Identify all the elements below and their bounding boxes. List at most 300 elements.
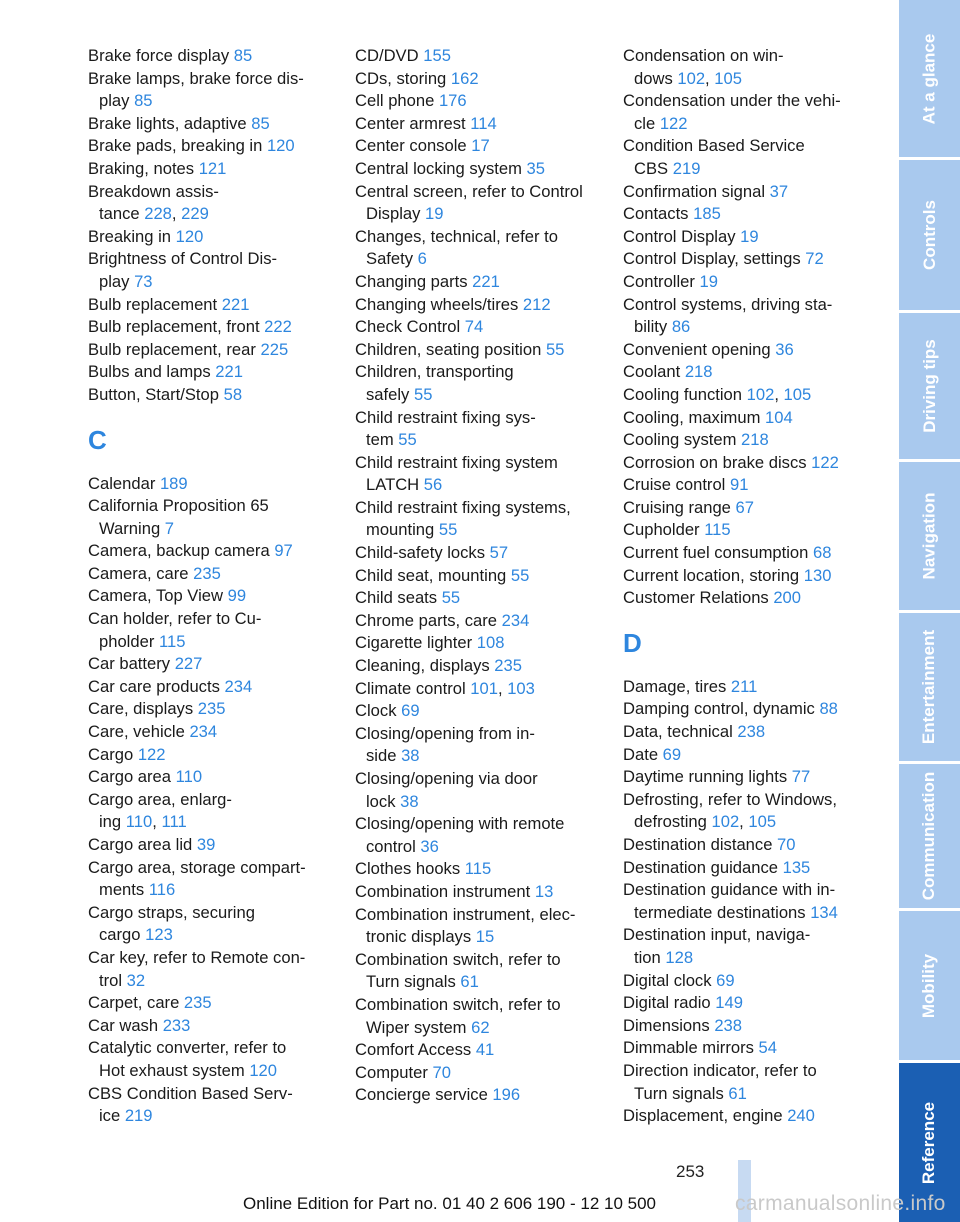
page-link[interactable]: 73 <box>134 271 153 291</box>
page-link[interactable]: 162 <box>450 68 479 88</box>
page-link[interactable]: 15 <box>475 927 495 947</box>
entry-text: Combination switch, refer to <box>355 994 561 1014</box>
page-link[interactable]: 219 <box>124 1106 153 1126</box>
page-link[interactable]: 70 <box>432 1062 451 1082</box>
page-link[interactable]: 38 <box>401 746 420 766</box>
index-entry <box>88 947 338 992</box>
entry-text: dows <box>634 68 678 88</box>
page-link[interactable]: 111 <box>161 812 187 832</box>
entry-text: Combination instrument <box>355 881 535 901</box>
page-link[interactable]: 200 <box>773 588 802 608</box>
page-link[interactable]: 235 <box>193 563 221 583</box>
chapter-tab-label: Navigation <box>919 492 939 580</box>
page-link[interactable]: 85 <box>251 113 270 133</box>
chapter-tab-label: Reference <box>919 1101 939 1184</box>
chapter-tab-label: Mobility <box>919 953 939 1018</box>
entry-text: cle <box>634 113 660 133</box>
page-link[interactable]: 116 <box>148 880 176 900</box>
footer-edition-text: Online Edition for Part no. 01 40 2 606 190 - 12 10 500 <box>242 1194 656 1213</box>
page-link[interactable]: 104 <box>765 407 793 427</box>
entry-text: CBS Condition Based Serv- <box>88 1083 293 1103</box>
index-entry <box>88 384 338 407</box>
page-link[interactable]: 176 <box>438 91 467 111</box>
index-column-3 <box>623 45 873 1128</box>
entry-text: Bulb replacement <box>88 294 222 314</box>
entry-text: Car key, refer to Remote con- <box>88 947 306 967</box>
entry-text: Child restraint fixing system <box>355 452 558 472</box>
index-entry <box>623 1015 873 1038</box>
page-link[interactable]: 115 <box>158 631 186 651</box>
entry-text: Button, Start/Stop <box>88 384 224 404</box>
chapter-tab-label: Entertainment <box>919 629 939 745</box>
entry-text: bility <box>634 317 672 337</box>
entry-text: Damping control, dynamic <box>623 699 820 719</box>
index-entry <box>623 676 873 699</box>
entry-text: Changes, technical, refer to <box>355 226 558 246</box>
page-link[interactable]: 102 <box>677 68 706 88</box>
page-link[interactable]: 120 <box>249 1060 278 1080</box>
entry-text: Hot exhaust system <box>99 1060 250 1080</box>
entry-text: Cruise control <box>623 475 730 495</box>
page-link[interactable]: 68 <box>813 543 832 563</box>
chapter-tab-label: Driving tips <box>919 339 939 433</box>
page-link[interactable]: 69 <box>716 970 735 990</box>
index-entry <box>355 316 605 339</box>
page-link[interactable]: 105 <box>748 812 777 832</box>
page-link[interactable]: 55 <box>441 588 461 608</box>
entry-text: play <box>99 91 135 111</box>
page-link[interactable]: 120 <box>266 136 295 156</box>
entry-text: Car wash <box>88 1015 163 1035</box>
page-link[interactable]: 55 <box>510 565 530 585</box>
page-link[interactable]: 58 <box>223 384 243 404</box>
index-entry <box>88 248 338 293</box>
page-link[interactable]: 229 <box>181 204 209 224</box>
index-entry <box>355 813 605 858</box>
entry-text: Turn signals <box>366 972 461 992</box>
entry-text: tance <box>99 204 145 224</box>
index-entry <box>355 881 605 904</box>
index-entry <box>88 676 338 699</box>
page-link[interactable]: 102 <box>746 384 775 404</box>
entry-text: ice <box>99 1106 125 1126</box>
page-link[interactable]: 122 <box>811 452 839 472</box>
entry-text: Central locking system <box>355 158 527 178</box>
page-link[interactable]: 189 <box>159 473 188 493</box>
entry-text: Control Display, settings <box>623 249 806 269</box>
page-number: 253 <box>676 1162 705 1181</box>
page-link[interactable]: 19 <box>699 271 719 291</box>
entry-text: Condensation under the vehi- <box>623 91 841 111</box>
index-entry <box>623 474 873 497</box>
entry-text: California Proposition 65 <box>88 496 269 516</box>
entry-text: Cargo area, enlarg- <box>88 789 232 809</box>
page-link[interactable]: 149 <box>715 993 743 1013</box>
page-link[interactable]: 32 <box>126 970 146 990</box>
index-entry <box>355 858 605 881</box>
index-entry <box>355 45 605 68</box>
page-link[interactable]: 105 <box>714 68 742 88</box>
entry-text: Children, seating position <box>355 339 546 359</box>
entry-text: Changing parts <box>355 271 473 291</box>
page-link[interactable]: 121 <box>198 158 227 178</box>
entry-text: Child-safety locks <box>355 543 490 563</box>
entry-text: Cargo area <box>88 767 176 787</box>
entry-text: Condensation on win- <box>623 46 784 65</box>
index-entry <box>355 226 605 271</box>
page-link[interactable]: 114 <box>470 113 497 133</box>
entry-text: tion <box>634 947 666 967</box>
index-entry: Condensation on win- dows 102, 105 <box>623 46 784 88</box>
index-entry <box>623 698 873 721</box>
entry-text: Contacts <box>623 204 694 224</box>
page-link[interactable]: 120 <box>175 226 204 246</box>
page-link[interactable]: 37 <box>769 181 789 201</box>
page-link[interactable]: 7 <box>164 518 175 538</box>
page-link[interactable]: 77 <box>791 767 811 787</box>
entry-text: play <box>99 271 135 291</box>
index-entry <box>355 135 605 158</box>
page-link[interactable]: 6 <box>417 249 427 269</box>
index-entry <box>88 1037 338 1082</box>
index-entry <box>355 497 605 542</box>
entry-text: Center console <box>355 136 472 156</box>
page-link[interactable]: 108 <box>476 633 505 653</box>
page-link[interactable]: 85 <box>233 46 253 65</box>
page-link[interactable]: 86 <box>671 317 691 337</box>
entry-text: Cell phone <box>355 91 439 111</box>
page-link[interactable]: 67 <box>735 497 754 517</box>
entry-text: Care, vehicle <box>88 722 190 742</box>
entry-text: Care, displays <box>88 699 198 719</box>
page-link[interactable]: 228 <box>144 204 172 224</box>
entry-text: Comfort Access <box>355 1040 476 1060</box>
index-entry: Cargo area, enlarg- ing 110, 111 <box>88 789 232 832</box>
page-link[interactable]: 70 <box>777 835 796 854</box>
page-link[interactable]: 72 <box>805 249 824 269</box>
entry-text: Cargo area lid <box>88 835 197 854</box>
page-link[interactable]: 55 <box>398 430 417 450</box>
page-link[interactable]: 218 <box>741 430 769 450</box>
section-letter: C <box>88 424 107 455</box>
page-link[interactable]: 57 <box>489 543 509 563</box>
index-entry <box>355 271 605 294</box>
entry-text: Convenient opening <box>623 339 776 359</box>
entry-text: side <box>366 746 402 766</box>
chapter-tab-at-a-glance[interactable] <box>899 0 960 157</box>
page-link[interactable]: 128 <box>665 947 694 967</box>
page-link[interactable]: 227 <box>174 654 203 674</box>
index-entry <box>623 879 873 924</box>
page-link[interactable]: 134 <box>810 902 838 922</box>
page-link[interactable]: 91 <box>729 475 749 495</box>
index-entry <box>88 540 338 563</box>
index-entry <box>623 587 873 610</box>
entry-text: Brightness of Control Dis- <box>88 249 278 269</box>
section-letter: D <box>623 627 642 658</box>
entry-text: Center armrest <box>355 113 471 133</box>
page-link[interactable]: 102 <box>711 812 740 832</box>
page-link[interactable]: 97 <box>274 541 293 561</box>
entry-text: Child seats <box>355 588 442 608</box>
entry-text: Destination guidance <box>623 857 783 877</box>
chapter-tab-mobility[interactable] <box>899 911 960 1060</box>
page-link[interactable]: 235 <box>183 993 212 1013</box>
entry-text: Cooling, maximum <box>623 407 766 427</box>
page-link[interactable]: 222 <box>264 317 292 337</box>
page-link[interactable]: 135 <box>782 857 811 877</box>
page-link[interactable]: 130 <box>803 565 832 585</box>
entry-text: Condition Based Service <box>623 136 805 156</box>
entry-text: Breakdown assis- <box>88 181 219 201</box>
page-link[interactable]: 221 <box>472 271 500 291</box>
page-link[interactable]: 122 <box>659 113 688 133</box>
index-entry <box>355 113 605 136</box>
chapter-tab-entertainment[interactable] <box>899 613 960 761</box>
index-entry <box>623 1060 873 1105</box>
index-entry <box>88 834 338 857</box>
page-link[interactable]: 36 <box>775 339 794 359</box>
entry-text: LATCH <box>366 475 424 495</box>
entry-text: Camera, backup camera <box>88 541 275 561</box>
page-link[interactable]: 62 <box>471 1017 490 1037</box>
entry-text: lock <box>366 791 401 811</box>
page-link[interactable]: 218 <box>684 362 713 382</box>
page-link[interactable]: 185 <box>693 204 721 224</box>
page-link[interactable]: 122 <box>137 744 166 764</box>
page-link[interactable]: 234 <box>189 722 218 742</box>
entry-text: Brake pads, breaking in <box>88 136 267 156</box>
entry-text: pholder <box>99 631 159 651</box>
index-entry <box>623 519 873 542</box>
chapter-tab-navigation[interactable] <box>899 462 960 610</box>
entry-text: Computer <box>355 1062 433 1082</box>
page-link[interactable]: 38 <box>400 791 419 811</box>
entry-text: control <box>366 836 421 856</box>
entry-text: Destination guidance with in- <box>623 880 836 900</box>
page-link[interactable]: 36 <box>420 836 439 856</box>
index-entry <box>623 407 873 430</box>
entry-text: Closing/opening from in- <box>355 723 535 743</box>
index-entry <box>88 744 338 767</box>
index-entry <box>355 632 605 655</box>
entry-text: Climate control <box>355 678 471 698</box>
entry-text: Control systems, driving sta- <box>623 294 833 314</box>
index-entry <box>355 452 605 497</box>
entry-text: Turn signals <box>634 1083 729 1103</box>
entry-text: Corrosion on brake discs <box>623 452 812 472</box>
entry-text: Catalytic converter, refer to <box>88 1038 287 1058</box>
entry-text: CBS <box>634 158 673 178</box>
index-entry <box>88 226 338 249</box>
page-link[interactable]: 115 <box>704 520 731 540</box>
entry-text: Chrome parts, care <box>355 610 502 630</box>
page-link[interactable]: 55 <box>545 339 565 359</box>
chapter-tabs-sidebar <box>899 0 960 1222</box>
page-link[interactable]: 19 <box>425 204 444 224</box>
entry-text: Closing/opening with remote <box>355 814 565 834</box>
page-link[interactable]: 196 <box>492 1085 521 1105</box>
index-entry <box>623 721 873 744</box>
entry-text: Cooling function <box>623 384 747 404</box>
page-link[interactable]: 219 <box>672 158 701 178</box>
entry-text: Car care products <box>88 676 225 696</box>
entry-text: ing <box>99 812 126 832</box>
page-link[interactable]: 69 <box>662 744 682 764</box>
index-entry <box>88 361 338 384</box>
index-entry <box>623 565 873 588</box>
page-link[interactable]: 39 <box>196 835 216 854</box>
entry-text: Car battery <box>88 654 175 674</box>
index-entry <box>623 766 873 789</box>
index-entry <box>623 924 873 969</box>
entry-text: Data, technical <box>623 722 738 742</box>
index-entry <box>623 857 873 880</box>
entry-text: Cargo straps, securing <box>88 902 255 922</box>
index-entry <box>623 1037 873 1060</box>
index-entry <box>355 1084 605 1107</box>
entry-text: Customer Relations <box>623 588 774 608</box>
index-entry <box>88 585 338 608</box>
page-link[interactable]: 240 <box>787 1106 815 1126</box>
page-link[interactable]: 61 <box>460 972 479 992</box>
index-entry <box>623 542 873 565</box>
index-entry <box>88 698 338 721</box>
page-link[interactable]: 212 <box>522 294 551 314</box>
chapter-tab-driving-tips[interactable] <box>899 313 960 459</box>
index-entry <box>88 608 338 653</box>
chapter-tab-controls[interactable] <box>899 160 960 310</box>
page-link[interactable]: 110 <box>175 767 203 787</box>
entry-text: Cargo <box>88 744 138 764</box>
page-link[interactable]: 211 <box>730 676 758 696</box>
index-entry <box>623 226 873 249</box>
page-link[interactable]: 110 <box>125 812 153 832</box>
page-link[interactable]: 19 <box>740 226 759 246</box>
entry-text: Brake lights, adaptive <box>88 113 252 133</box>
index-entry <box>355 158 605 181</box>
entry-text: Safety <box>366 249 418 269</box>
entry-text: Dimmable mirrors <box>623 1038 759 1058</box>
index-entry <box>355 587 605 610</box>
index-entry <box>623 294 873 339</box>
page-link[interactable]: 35 <box>526 158 545 178</box>
page-link[interactable]: 238 <box>714 1015 742 1035</box>
index-entry <box>623 361 873 384</box>
index-entry <box>88 473 338 496</box>
page-link[interactable]: 55 <box>438 520 458 540</box>
index-entry <box>623 248 873 271</box>
entry-text: Digital clock <box>623 970 717 990</box>
page-link[interactable]: 103 <box>507 678 535 698</box>
entry-text: Carpet, care <box>88 993 184 1013</box>
entry-text: Cooling system <box>623 430 742 450</box>
index-entry: Breakdown assis- tance 228, 229 <box>88 181 219 224</box>
entry-text: Date <box>623 744 663 764</box>
index-entry <box>355 339 605 362</box>
page-link[interactable]: 233 <box>162 1015 191 1035</box>
page-link[interactable]: 235 <box>197 699 226 719</box>
page-link[interactable]: 105 <box>783 384 812 404</box>
index-entry <box>623 497 873 520</box>
page-link[interactable]: 234 <box>501 610 530 630</box>
entry-text: Direction indicator, refer to <box>623 1060 817 1080</box>
entry-text: Control Display <box>623 226 741 246</box>
entry-text: Child seat, mounting <box>355 565 511 585</box>
chapter-tab-communication[interactable] <box>899 764 960 908</box>
page-link[interactable]: 123 <box>145 925 173 945</box>
entry-text: Destination distance <box>623 835 778 854</box>
index-entry <box>355 949 605 994</box>
entry-text: Closing/opening via door <box>355 769 538 788</box>
entry-text: Wiper system <box>366 1017 472 1037</box>
index-entry <box>623 970 873 993</box>
index-entry <box>355 1062 605 1085</box>
index-entry <box>88 653 338 676</box>
chapter-tab-label: Communication <box>919 771 939 901</box>
entry-text: Cargo area, storage compart- <box>88 857 306 877</box>
page-link[interactable]: 238 <box>737 722 766 742</box>
entry-text: Combination instrument, elec- <box>355 904 576 924</box>
page-link[interactable]: 101 <box>470 678 498 698</box>
page-link[interactable]: 41 <box>475 1040 495 1060</box>
page-link[interactable]: 221 <box>215 362 243 382</box>
entry-text: Clothes hooks <box>355 859 465 879</box>
index-entry <box>88 113 338 136</box>
index-entry <box>355 994 605 1039</box>
page-link[interactable]: 115 <box>464 859 492 879</box>
page-link[interactable]: 17 <box>471 136 490 156</box>
index-entry <box>355 407 605 452</box>
index-entry <box>355 294 605 317</box>
entry-text: Current fuel consumption <box>623 543 814 563</box>
index-entry: Defrosting, refer to Windows, defrosting 102, 105 <box>623 789 837 832</box>
entry-text: cargo <box>99 925 146 945</box>
entry-text: Confirmation signal <box>623 181 770 201</box>
index-entry <box>355 723 605 768</box>
index-column-1 <box>88 45 338 1128</box>
page-link[interactable]: 235 <box>494 656 522 676</box>
index-entry <box>88 1083 338 1128</box>
page-link[interactable]: 55 <box>413 384 433 404</box>
index-entry <box>88 158 338 181</box>
index-entry <box>88 721 338 744</box>
page-link[interactable]: 225 <box>260 339 289 359</box>
page-link[interactable]: 74 <box>464 317 484 337</box>
index-entry: Climate control 101, 103 <box>355 678 535 698</box>
page-link[interactable]: 234 <box>224 676 253 696</box>
index-entry <box>88 45 338 68</box>
page-link[interactable]: 88 <box>819 699 838 719</box>
page-link[interactable]: 61 <box>728 1083 747 1103</box>
chapter-tab-label: At a glance <box>919 33 939 124</box>
index-entry <box>88 135 338 158</box>
page-link[interactable]: 99 <box>227 586 247 606</box>
page-link[interactable]: 54 <box>758 1038 777 1058</box>
index-entry <box>355 768 605 813</box>
page-link[interactable]: 69 <box>401 701 420 721</box>
watermark: carmanualsonline.info <box>735 1192 946 1215</box>
entry-text: Cruising range <box>623 497 736 517</box>
page-link[interactable]: 56 <box>423 475 443 495</box>
page-link[interactable]: 13 <box>534 881 554 901</box>
entry-text: defrosting <box>634 812 712 832</box>
page-link[interactable]: 85 <box>134 91 153 111</box>
index-entry <box>355 610 605 633</box>
entry-text: CD/DVD <box>355 46 424 65</box>
page-link[interactable]: 221 <box>221 294 250 314</box>
page-link[interactable]: 155 <box>423 46 451 65</box>
